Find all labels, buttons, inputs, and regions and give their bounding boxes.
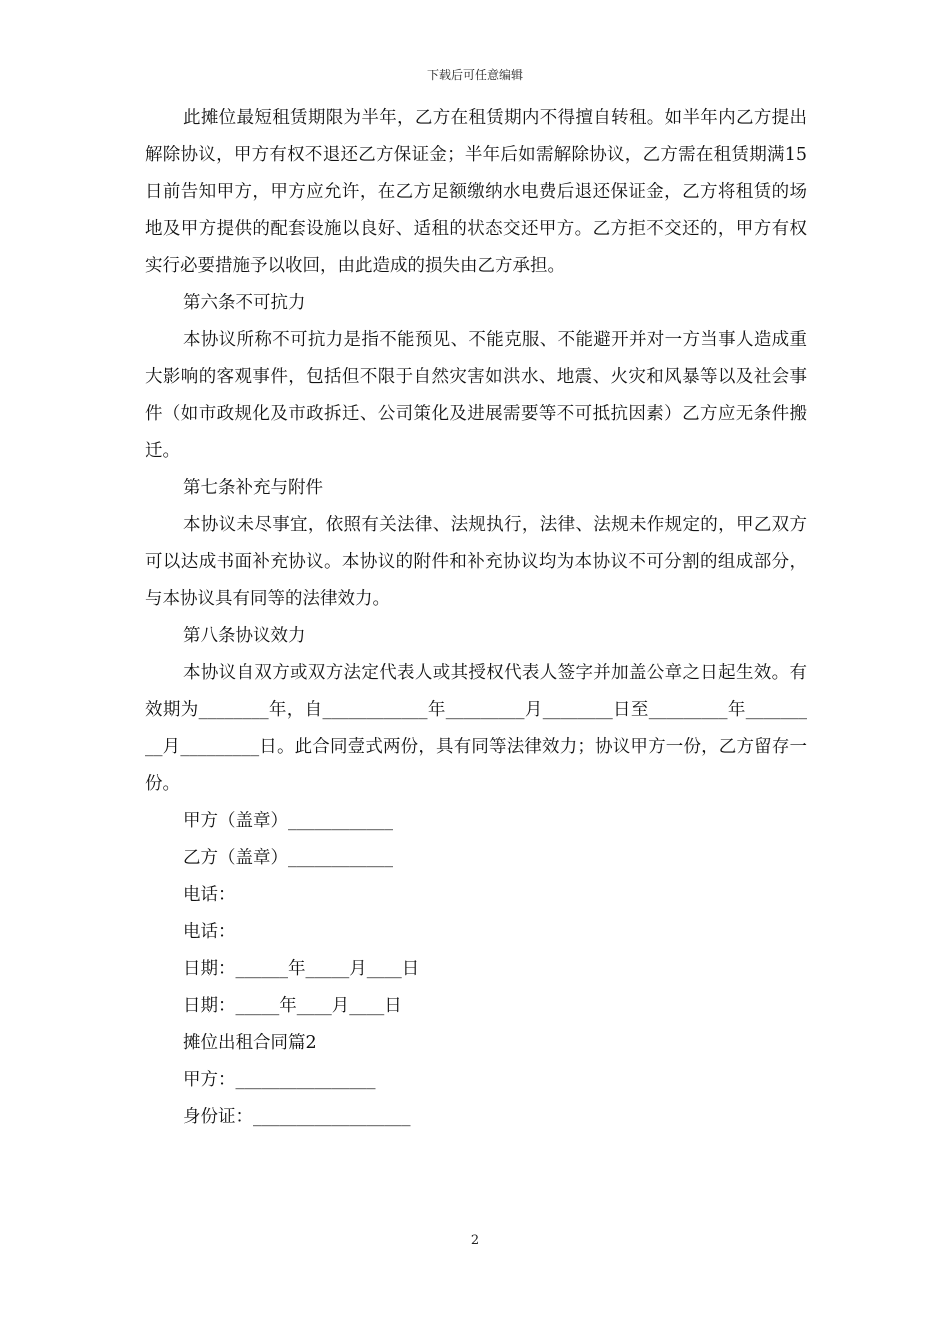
party-a-line: 甲方：________________ <box>183 1070 376 1090</box>
id-card-line: 身份证：__________________ <box>183 1107 411 1127</box>
article-6-heading: 第六条不可抗力 <box>183 293 306 313</box>
article-7-heading: 第七条补充与附件 <box>183 478 323 498</box>
party-b-seal-line: 乙方（盖章）____________ <box>183 848 393 868</box>
article-8-paragraph: 本协议自双方或双方法定代表人或其授权代表人签字并加盖公章之日起生效。有效期为________年，自____________年_________月________日至_________年_________月_________日。此合同壹式两份，具有同等法律效力；协议甲方一份，乙方留存一份。 <box>145 663 807 794</box>
lease-term-paragraph: 此摊位最短租赁期限为半年，乙方在租赁期内不得擅自转租。如半年内乙方提出解除协议，甲方有权不退还乙方保证金；半年后如需解除协议，乙方需在租赁期满15日前告知甲方，甲方应允许，在乙方足额缴纳水电费后退还保证金，乙方将租赁的场地及甲方提供的配套设施以良好、适租的状态交还甲方。乙方拒不交还的，甲方有权实行必要措施予以收回，由此造成的损失由乙方承担。 <box>145 108 807 276</box>
document-body <box>145 100 807 1136</box>
date-line-1: 日期：______年_____月____日 <box>183 959 420 979</box>
article-6-paragraph: 本协议所称不可抗力是指不能预见、不能克服、不能避开并对一方当事人造成重大影响的客观事件，包括但不限于自然灾害如洪水、地震、火灾和风暴等以及社会事件（如市政规化及市政拆迁、公司策化及进展需要等不可抵抗因素）乙方应无条件搬迁。 <box>145 330 807 461</box>
phone-line-2: 电话： <box>183 922 236 942</box>
page-header: 下载后可任意编辑 <box>426 68 523 82</box>
article-8-heading: 第八条协议效力 <box>183 626 306 646</box>
contract-2-title: 摊位出租合同篇2 <box>183 1033 317 1053</box>
article-7-paragraph: 本协议未尽事宜，依照有关法律、法规执行，法律、法规未作规定的，甲乙双方可以达成书面补充协议。本协议的附件和补充协议均为本协议不可分割的组成部分，与本协议具有同等的法律效力。 <box>145 515 807 609</box>
page-number: 2 <box>470 1233 480 1248</box>
phone-line-1: 电话： <box>183 885 236 905</box>
party-a-seal-line: 甲方（盖章）____________ <box>183 811 393 831</box>
date-line-2: 日期：_____年____月____日 <box>183 996 402 1016</box>
